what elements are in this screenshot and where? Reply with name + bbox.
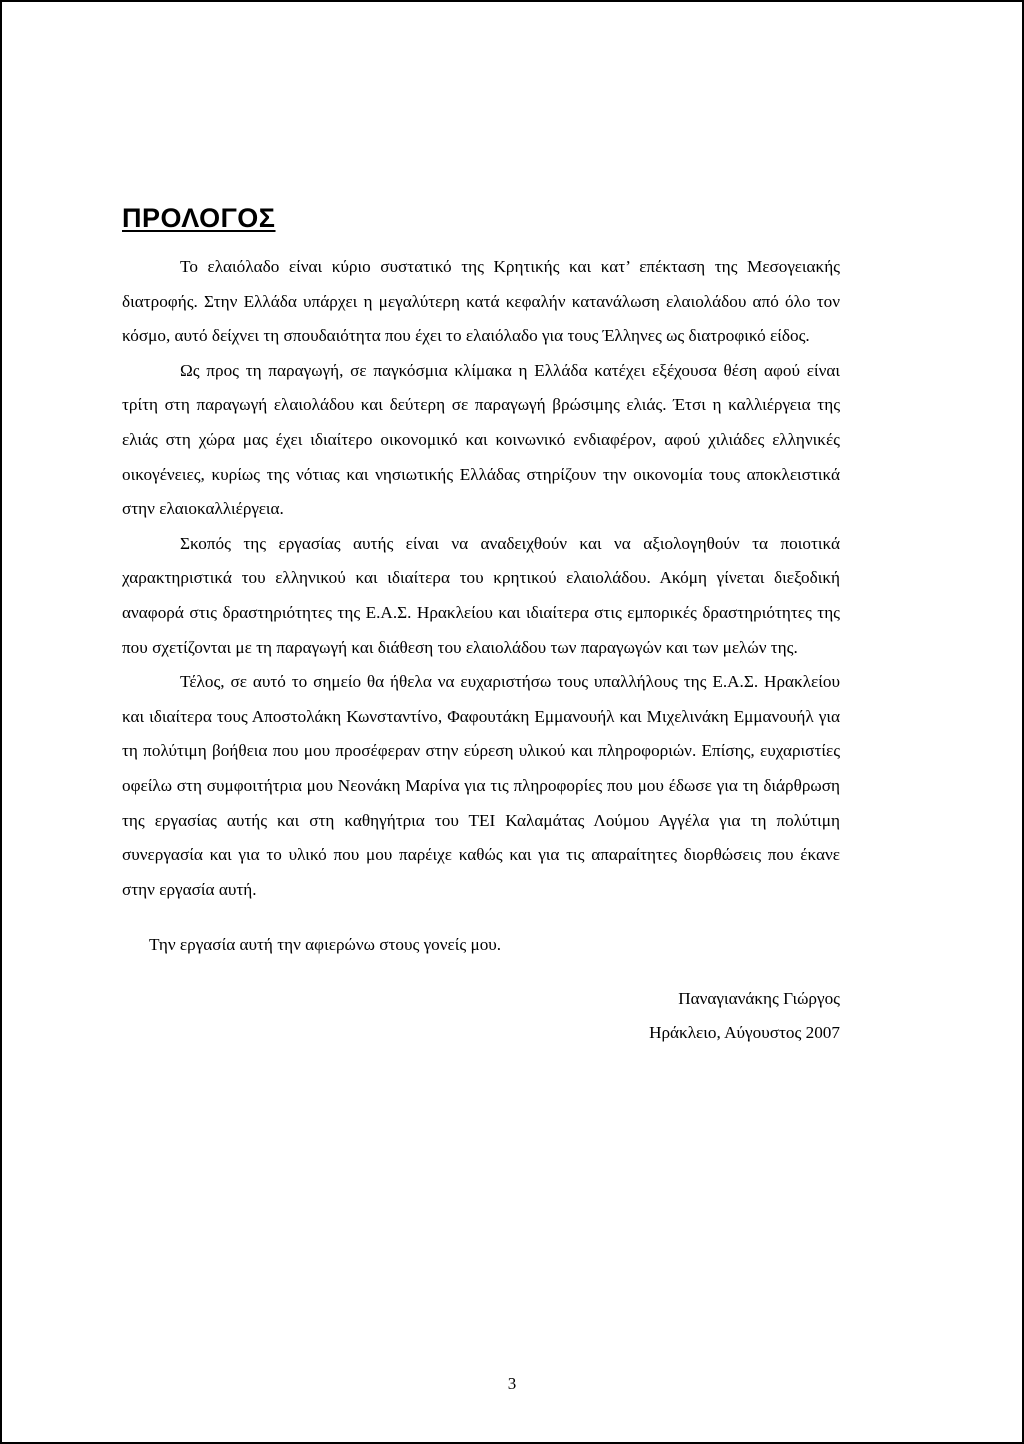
paragraph-acknowledgements: Τέλος, σε αυτό το σημείο θα ήθελα να ευχαριστήσω τους υπαλλήλους της Ε.Α.Σ. Ηρακλείου και ιδιαίτερα τους Αποστολάκη Κωνσταντίνο, Φαφουτάκη Εμμανουήλ και Μιχελινάκη Εμμανουήλ για τη πολύτιμη βοήθεια που μου προσέφεραν στην εύρεση υλικού και πληροφοριών. Επίσης, ευχαριστίες οφείλω στη συμφοιτήτρια μου Νεονάκη Μαρίνα για τις πληροφορίες που μου έδωσε για τη διάρθρωση της εργασίας αυτής και στη καθηγήτρια του ΤΕΙ Καλαμάτας Λούμου Αγγέλα για τη πολύτιμη συνεργασία και για το υλικό που μου παρέιχε καθώς και για τις απαραίτητες διορθώσεις που έκανε στην εργασία αυτή. (122, 672, 840, 899)
author-name: Παναγιανάκης Γιώργος (678, 988, 840, 1008)
page-title: ΠΡΟΛΟΓΟΣ (122, 203, 276, 233)
place-date: Ηράκλειο, Αύγουστος 2007 (649, 1023, 840, 1043)
dedication-line: Την εργασία αυτή την αφιερώνω στους γονείς μου. (149, 935, 502, 955)
paragraph-purpose: Σκοπός της εργασίας αυτής είναι να αναδειχθούν και να αξιολογηθούν τα ποιοτικά χαρακτηριστικά του ελληνικού και ιδιαίτερα του κρητικού ελαιολάδου. Ακόμη γίνεται διεξοδική αναφορά στις δραστηριότητες της Ε.Α.Σ. Ηρακλείου και ιδιαίτερα στις εμπορικές δραστηριότητες της που σχετίζονται με τη παραγωγή και διάθεση του ελαιολάδου των παραγωγών και των μελών της. (122, 533, 840, 657)
document-body (122, 198, 840, 1051)
paragraph-production: Ως προς τη παραγωγή, σε παγκόσμια κλίμακα η Ελλάδα κατέχει εξέχουσα θέση αφού είναι τρίτη στη παραγωγή ελαιολάδου και δεύτερη σε παραγωγή βρώσιμης ελιάς. Έτσι η καλλιέργεια της ελιάς στη χώρα μας έχει ιδιαίτερο οικονομικό και κοινωνικό ενδιαφέρον, αφού χιλιάδες ελληνικές οικογένειες, κυρίως της νότιας και νησιωτικής Ελλάδας στηρίζουν την οικονομία τους αποκλειστικά στην ελαιοκαλλιέργεια. (122, 360, 840, 519)
page-number: 3 (507, 1374, 517, 1393)
document-page (2, 2, 1022, 1442)
paragraph-intro: Το ελαιόλαδο είναι κύριο συστατικό της Κρητικής και κατ’ επέκταση της Μεσογειακής διατροφής. Στην Ελλάδα υπάρχει η μεγαλύτερη κατά κεφαλήν κατανάλωση ελαιολάδου από όλο τον κόσμο, αυτό δείχνει τη σπουδαιότητα που έχει το ελαιόλαδο για τους Έλληνες ως διατροφικό είδος. (122, 257, 840, 346)
